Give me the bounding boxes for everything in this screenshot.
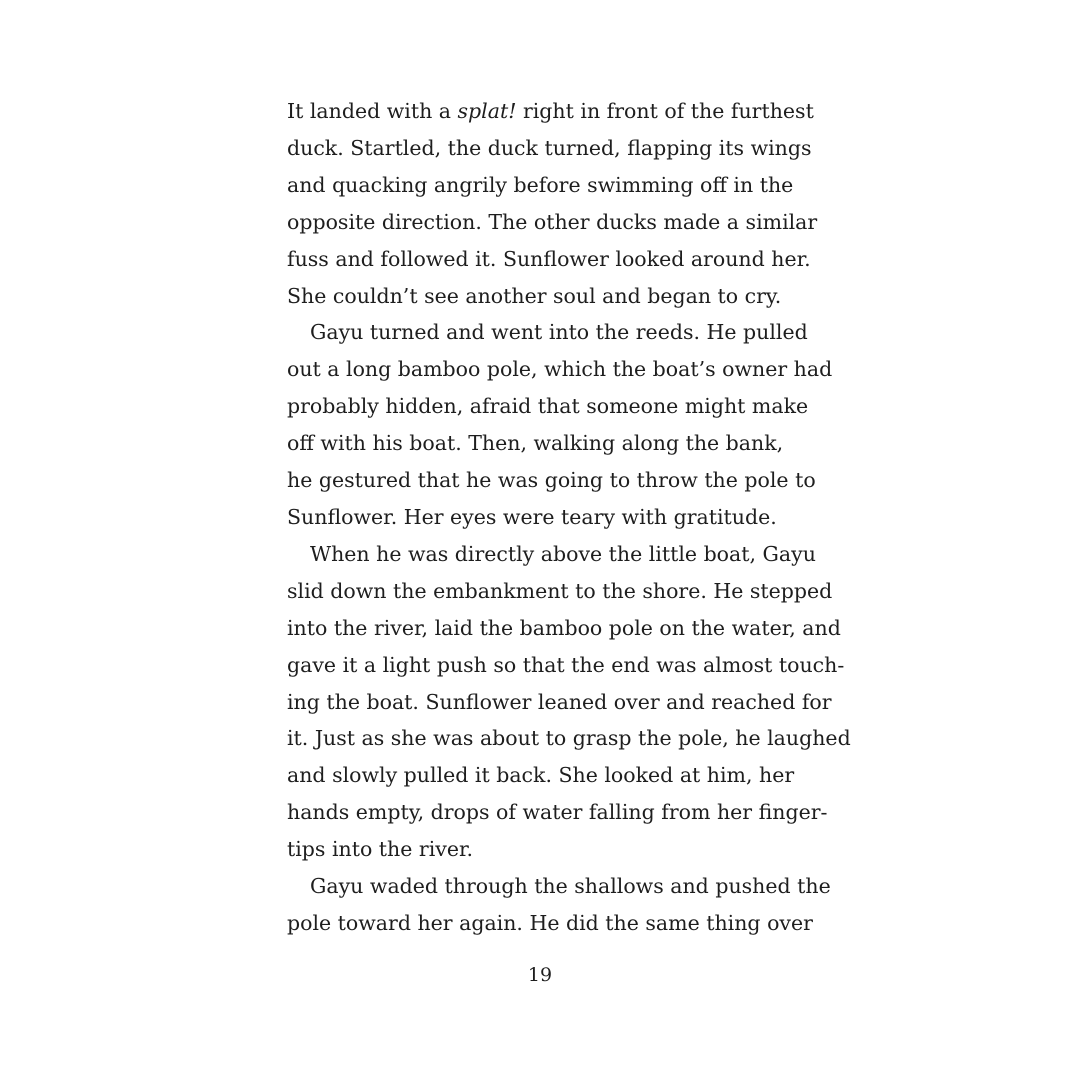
text-run: Sunflower. Her eyes were teary with gratitude. <box>287 504 777 529</box>
text-run: gave it a light push so that the end was almost touch- <box>287 652 845 677</box>
text-line <box>287 536 816 573</box>
text-line <box>287 93 814 130</box>
text-run: duck. Startled, the duck turned, flapping its wings <box>287 135 812 160</box>
text-line <box>287 278 781 315</box>
text-line <box>287 499 781 536</box>
text-run: he gestured that he was going to throw the pole to <box>287 468 816 493</box>
text-line <box>287 388 809 425</box>
text-run: Gayu turned and went into the reeds. He pulled <box>310 320 808 345</box>
text-line <box>287 868 831 905</box>
body-text <box>287 93 851 942</box>
text-run: Gayu waded through the shallows and pushed the <box>310 874 831 899</box>
text-run: into the river, laid the bamboo pole on the water, and <box>287 615 841 640</box>
text-line <box>287 573 833 610</box>
text-run: fuss and followed it. Sunflower looked around her. <box>287 246 811 271</box>
text-run: opposite direction. The other ducks made a similar <box>287 209 818 234</box>
text-line <box>287 647 845 684</box>
text-run: tips into the river. <box>287 837 474 862</box>
text-run: ing the boat. Sunflower leaned over and reached for <box>287 689 832 714</box>
text-line <box>287 794 828 831</box>
text-run: it. Just as she was about to grasp the pole, he laughed <box>287 726 851 751</box>
text-run: hands empty, drops of water falling from her finger- <box>287 800 828 825</box>
text-run: and quacking angrily before swimming off in the <box>287 172 794 197</box>
text-line <box>287 314 808 351</box>
text-line <box>287 905 813 942</box>
text-line <box>287 720 851 757</box>
text-run: pole toward her again. He did the same thing over <box>287 910 813 935</box>
text-run: She couldn’t see another soul and began to cry. <box>287 283 782 308</box>
text-line <box>287 425 784 462</box>
paragraph <box>287 868 831 942</box>
text-run: off with his boat. Then, walking along the bank, <box>287 431 784 456</box>
text-run: out a long bamboo pole, which the boat’s owner had <box>287 357 833 382</box>
paragraph <box>287 93 818 314</box>
text-line <box>287 241 811 278</box>
text-line <box>287 831 781 868</box>
text-run: When he was directly above the little boat, Gayu <box>310 541 816 566</box>
text-run: It landed with a <box>287 99 458 123</box>
text-line <box>287 130 812 167</box>
text-line <box>287 204 818 241</box>
text-run: right in front of the furthest <box>516 99 814 123</box>
text-line <box>287 757 795 794</box>
paragraph <box>287 536 851 868</box>
text-line <box>287 167 794 204</box>
text-line <box>287 684 832 721</box>
paragraph <box>287 314 833 535</box>
italic-word: splat! <box>457 99 517 123</box>
text-run: and slowly pulled it back. She looked at him, her <box>287 763 795 788</box>
page-number: 19 <box>527 964 553 986</box>
text-line <box>287 351 833 388</box>
text-line <box>287 610 841 647</box>
text-run: probably hidden, afraid that someone might make <box>287 394 809 419</box>
text-line <box>287 462 816 499</box>
text-run: slid down the embankment to the shore. He stepped <box>287 578 833 603</box>
